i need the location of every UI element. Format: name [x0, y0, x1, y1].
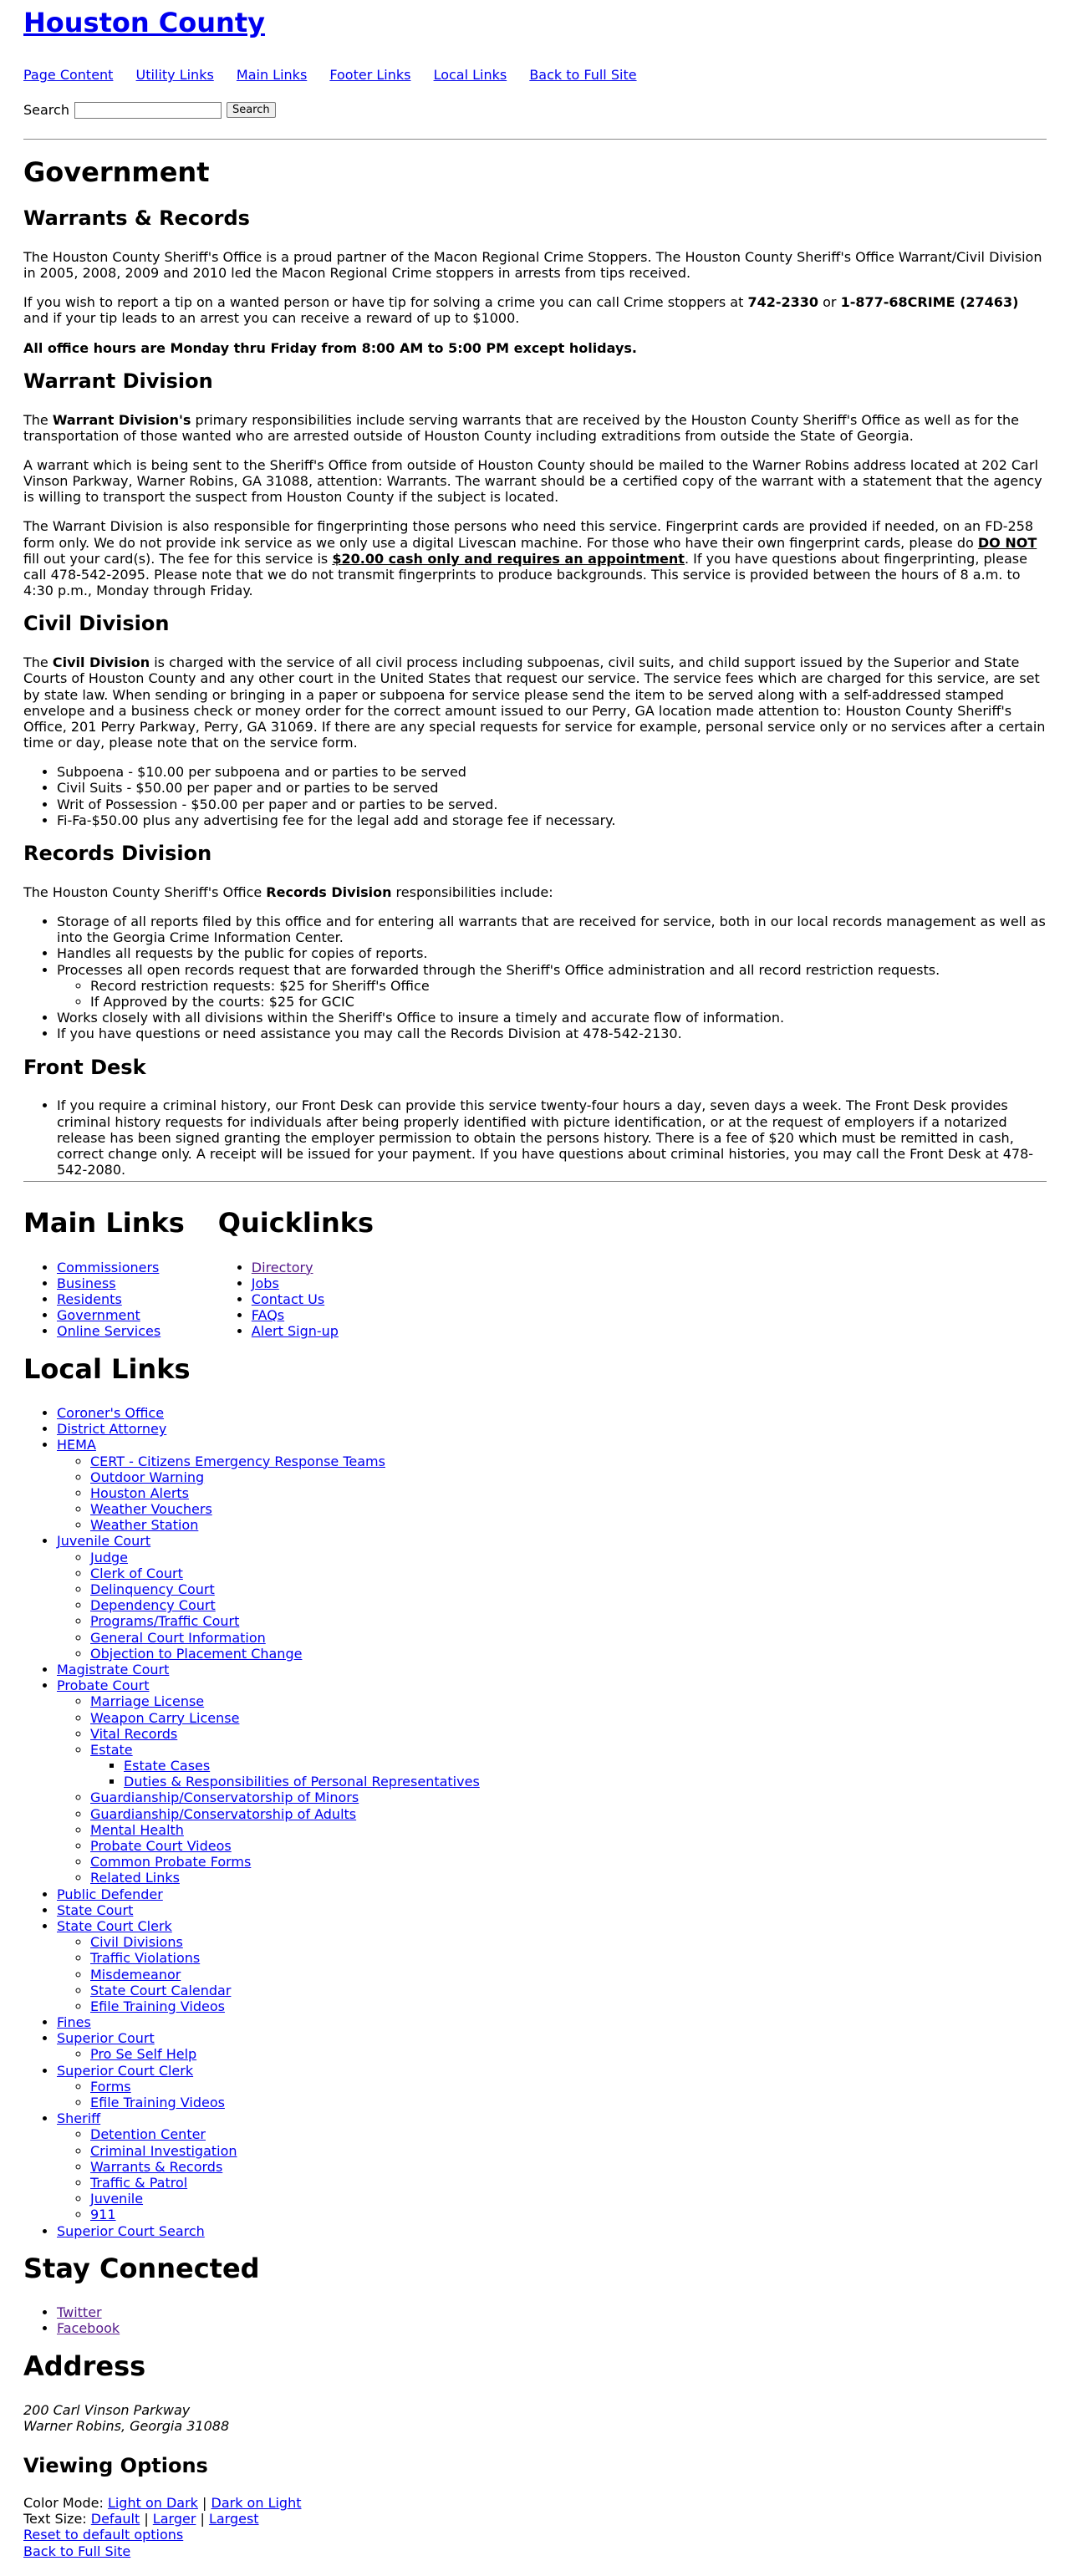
local-link-juvenile-court[interactable]: Juvenile Court [57, 1533, 151, 1550]
main-content [23, 156, 1047, 1179]
local-link-state-court-calendar[interactable]: State Court Calendar [90, 1982, 232, 1998]
section-title: Government [23, 155, 210, 188]
list-item [57, 1291, 185, 1307]
stay-connected-section [23, 2253, 1047, 2337]
list-item [90, 1934, 1047, 1950]
list-item: • Fi-Fa-$50.00 plus any advertising fee for the legal add and storage fee if necessary. [57, 812, 1047, 828]
do-not-emphasis: DO NOT [977, 534, 1037, 551]
list-item [90, 1501, 1047, 1517]
list-item [57, 1323, 185, 1339]
local-link-magistrate-court[interactable]: Magistrate Court [57, 1661, 170, 1677]
records-p1-bold: Records Division [266, 883, 392, 900]
list-item [57, 1421, 1047, 1437]
list-item [90, 1693, 1047, 1709]
local-link-efile-videos-state[interactable]: Efile Training Videos [90, 1998, 225, 2014]
local-link-probate-court[interactable]: Probate Court [57, 1677, 150, 1694]
twitter-link[interactable]: Twitter [57, 2304, 102, 2321]
list-item [90, 1950, 1047, 1966]
local-link-forms[interactable]: Forms [90, 2078, 131, 2095]
local-link-state-court-clerk[interactable]: State Court Clerk [57, 1917, 172, 1934]
skip-main-links-link[interactable]: Main Links [236, 67, 308, 84]
site-title-link[interactable]: Houston County [23, 7, 265, 38]
quicklinks-list [218, 1260, 374, 1340]
civil-p1 [23, 654, 1047, 751]
local-link-related-links[interactable]: Related Links [90, 1870, 180, 1886]
list-item: • If you require a criminal history, our Front Desk can provide this service twenty-four hours a day, seven days a week. The Front Desk provides criminal history requests for individuals after being properly identified with picture identification, or at the request of employers if a notarized release has been signed granting the employer permission to obtain the persons history. There is a fee of $20 which must be remitted in cash, correct change only. A receipt will be issued for your payment. If you have questions about criminal histories, you may call the Front Desk at 478-542-2080. [57, 1097, 1047, 1178]
list-item [57, 2063, 1047, 2111]
list-item [90, 1630, 1047, 1646]
local-link-pro-se[interactable]: Pro Se Self Help [90, 2046, 197, 2063]
list-item [90, 2191, 1047, 2207]
local-link-clerk-of-court[interactable]: Clerk of Court [90, 1565, 183, 1581]
list-item [57, 1662, 1047, 1677]
records-p1-b: responsibilities include: [391, 883, 553, 900]
quicklinks-heading: Quicklinks [217, 1207, 374, 1240]
warrant-p1-a: The [23, 411, 53, 428]
records-list [23, 914, 1047, 1042]
records-p1-a: The Houston County Sheriff's Office [23, 883, 267, 900]
search-form [23, 102, 1047, 119]
local-link-public-defender[interactable]: Public Defender [57, 1886, 163, 1902]
list-item: • Civil Suits - $50.00 per paper and or parties to be served [57, 780, 1047, 796]
local-link-guardianship-minors[interactable]: Guardianship/Conservatorship of Minors [90, 1789, 359, 1806]
reset-row [23, 2527, 1047, 2543]
local-link-criminal-investigation[interactable]: Criminal Investigation [90, 2142, 237, 2159]
local-link-objection-placement[interactable]: Objection to Placement Change [90, 1645, 303, 1662]
back-row [23, 2543, 1047, 2559]
header-divider [23, 139, 1047, 140]
list-item [90, 1789, 1047, 1805]
local-link-911[interactable]: 911 [90, 2207, 116, 2223]
list-item [57, 1260, 185, 1275]
list-item-text: Processes all open records request that are forwarded through the Sheriff's Office administration and all record restriction requests. [57, 961, 940, 978]
tip-or: or [818, 294, 841, 311]
local-link-civil-divisions[interactable]: Civil Divisions [90, 1934, 183, 1951]
text-size-default-link[interactable]: Default [90, 2511, 140, 2528]
address-section [23, 2350, 1047, 2435]
quicklink-alert-signup[interactable]: Alert Sign-up [251, 1323, 339, 1340]
local-link-coroner[interactable]: Coroner's Office [57, 1404, 165, 1421]
frontdesk-heading: Front Desk [23, 1055, 146, 1079]
list-item [124, 1774, 1047, 1789]
list-item [90, 2143, 1047, 2159]
civil-p1-b: is charged with the service of all civil process including subpoenas, civil suits, and child support issued by the Superior and State Courts of Houston County and any other court in the United States that request our service. The service fees which are charged for this service, are set by state law. When sending or bringing in a paper or subpoena for service please send the item to be served along with a self-addressed stamped envelope and a business check or money order for the correct amount issued to our Perry, GA location made attention to: Houston County Sheriff's Office, 201 Perry Parkway, Perry, GA 31069. If there are any special requests for service for example, personal service only or no services after a certain time or day, please note that on the service form. [23, 654, 1046, 751]
skip-footer-links-link[interactable]: Footer Links [329, 67, 411, 84]
list-item [90, 1870, 1047, 1886]
warrant-p1-bold: Warrant Division's [52, 411, 191, 428]
skip-utility-links-link[interactable]: Utility Links [135, 67, 214, 84]
quicklink-contact-us[interactable]: Contact Us [251, 1291, 325, 1308]
list-item [252, 1323, 374, 1339]
list-item [90, 1517, 1047, 1533]
list-item [252, 1260, 374, 1275]
local-link-guardianship-adults[interactable]: Guardianship/Conservatorship of Adults [90, 1805, 357, 1822]
list-item [90, 1967, 1047, 1983]
local-link-traffic-violations[interactable]: Traffic Violations [90, 1950, 201, 1967]
main-links-list [23, 1260, 185, 1340]
list-item [57, 1437, 1047, 1533]
warrant-heading: Warrant Division [23, 369, 213, 393]
warrant-p3-c: . If you have questions about fingerprinting, please call 478-542-2095. Please note that we do not transmit fingerprints to produce backgrounds. This service is provided between the hours of 8 a.m. to 4:30 p.m., Monday through Friday. [23, 550, 1027, 599]
intro-paragraph: The Houston County Sheriff's Office is a proud partner of the Macon Regional Crime Stoppers. The Houston County Sheriff's Office Warrant/Civil Division in 2005, 2008, 2009 and 2010 led the Macon Regional Crime stoppers in arrests from tips received. [23, 248, 1042, 281]
text-size-separator: | [196, 2511, 209, 2528]
local-link-superior-court-clerk[interactable]: Superior Court Clerk [57, 2062, 194, 2079]
search-label: Search [23, 101, 69, 118]
superior-clerk-sub-list [57, 2079, 1047, 2110]
list-item [90, 1806, 1047, 1822]
list-item: • If you have questions or need assistance you may call the Records Division at 478-542-2130. [57, 1026, 1047, 1041]
stay-connected-heading: Stay Connected [23, 2252, 260, 2284]
list-item [57, 2110, 1047, 2222]
tip-text: If you wish to report a tip on a wanted person or have tip for solving a crime you can call Crime stoppers at [23, 294, 748, 311]
address-heading: Address [23, 2349, 146, 2382]
address-line-2: Warner Robins, Georgia 31088 [23, 2418, 230, 2435]
civil-p1-bold: Civil Division [52, 654, 150, 671]
list-item: • Storage of all reports filed by this office and for entering all warrants that are received for service, both in our local records management as well as into the Georgia Crime Information Center. [57, 914, 1047, 945]
local-link-traffic-patrol[interactable]: Traffic & Patrol [90, 2174, 188, 2191]
local-link-estate-cases[interactable]: Estate Cases [124, 1758, 211, 1774]
local-links-heading: Local Links [23, 1352, 191, 1385]
local-link-weather-vouchers[interactable]: Weather Vouchers [90, 1501, 212, 1518]
local-link-common-probate-forms[interactable]: Common Probate Forms [90, 1854, 252, 1871]
local-link-district-attorney[interactable]: District Attorney [57, 1421, 167, 1438]
warrant-p3-a: The Warrant Division is also responsible for fingerprinting those persons who need this service. Fingerprint cards are provided if needed, on an FD-258 form only. We do not provide ink service as we only use a digital Livescan machine. For those who have their own fingerprint cards, please do [23, 518, 1034, 551]
office-hours [23, 340, 1047, 356]
text-size-larger-link[interactable]: Larger [152, 2511, 196, 2528]
search-input[interactable] [74, 102, 222, 119]
local-links-list [23, 1405, 1047, 2239]
civil-p1-a: The [23, 654, 53, 671]
list-item [57, 2030, 1047, 2062]
back-to-full-site-link[interactable]: Back to Full Site [529, 67, 637, 84]
crime-stoppers-phone: 742-2330 [747, 294, 819, 311]
local-link-judge[interactable]: Judge [90, 1549, 129, 1565]
list-item [57, 2223, 1047, 2239]
list-item [57, 1533, 1047, 1662]
local-link-state-court[interactable]: State Court [57, 1901, 134, 1918]
quicklink-faqs[interactable]: FAQs [251, 1307, 285, 1324]
juvenile-sub-list [57, 1550, 1047, 1662]
list-item [252, 1275, 374, 1291]
local-link-houston-alerts[interactable]: Houston Alerts [90, 1484, 190, 1501]
list-item [90, 1726, 1047, 1742]
color-mode-separator: | [197, 2495, 211, 2512]
search-button[interactable]: Search [227, 102, 276, 118]
sheriff-sub-list [57, 2126, 1047, 2222]
list-item [90, 1838, 1047, 1854]
local-links-section [23, 1353, 1047, 2239]
local-link-weather-station[interactable]: Weather Station [90, 1517, 199, 1534]
text-size-largest-link[interactable]: Largest [208, 2511, 259, 2528]
list-item [57, 1677, 1047, 1886]
tip-text-2: and if your tip leads to an arrest you can receive a reward of up to $1000. [23, 310, 520, 327]
main-link-business[interactable]: Business [57, 1275, 116, 1291]
local-link-general-court-info[interactable]: General Court Information [90, 1629, 266, 1646]
list-item [90, 1854, 1047, 1870]
local-link-cert[interactable]: CERT - Citizens Emergency Response Teams [90, 1453, 385, 1469]
office-hours-text: All office hours are Monday thru Friday from 8:00 AM to 5:00 PM except holidays. [23, 339, 637, 356]
list-item: ◦ Record restriction requests: $25 for Sheriff's Office [90, 978, 1047, 994]
list-item [57, 1405, 1047, 1421]
main-link-residents[interactable]: Residents [57, 1291, 122, 1308]
local-link-vital-records[interactable]: Vital Records [90, 1725, 178, 1742]
list-item [90, 1998, 1047, 2014]
list-item [252, 1307, 374, 1323]
list-item [90, 2079, 1047, 2095]
viewing-options-section [23, 2454, 1047, 2559]
list-item [90, 1550, 1047, 1565]
main-link-government[interactable]: Government [57, 1307, 140, 1324]
list-item [90, 1646, 1047, 1662]
list-item [57, 2014, 1047, 2030]
list-item [90, 1453, 1047, 1469]
main-link-commissioners[interactable]: Commissioners [57, 1259, 160, 1275]
list-item: • Writ of Possession - $50.00 per paper and or parties to be served. [57, 797, 1047, 812]
list-item [90, 1581, 1047, 1597]
local-link-marriage-license[interactable]: Marriage License [90, 1693, 205, 1710]
list-item: ◦ If Approved by the courts: $25 for GCIC [90, 994, 1047, 1010]
records-sub-list [57, 978, 1047, 1010]
local-link-superior-court[interactable]: Superior Court [57, 2030, 155, 2047]
list-item [57, 2304, 1047, 2320]
list-item [90, 1485, 1047, 1501]
local-link-hema[interactable]: HEMA [57, 1437, 96, 1453]
reset-options-link[interactable]: Reset to default options [23, 2527, 184, 2543]
list-item [90, 2207, 1047, 2222]
list-item [90, 1613, 1047, 1629]
local-link-misdemeanor[interactable]: Misdemeanor [90, 1966, 181, 1983]
local-link-sheriff[interactable]: Sheriff [57, 2110, 101, 2127]
local-link-superior-court-search[interactable]: Superior Court Search [57, 2222, 205, 2239]
list-item [124, 1758, 1047, 1774]
footer-divider [23, 1181, 1047, 1182]
list-item [57, 1918, 1047, 2014]
list-item [57, 962, 1047, 1011]
utility-nav [23, 67, 1047, 83]
dark-on-light-link[interactable]: Dark on Light [211, 2495, 302, 2512]
color-mode-row [23, 2495, 1047, 2511]
records-p1 [23, 884, 1047, 900]
local-link-dependency-court[interactable]: Dependency Court [90, 1597, 216, 1614]
frontdesk-list [23, 1097, 1047, 1178]
local-link-probate-videos[interactable]: Probate Court Videos [90, 1838, 232, 1855]
viewing-options-heading: Viewing Options [23, 2454, 208, 2478]
quicklink-directory[interactable]: Directory [251, 1259, 313, 1275]
state-clerk-sub-list [57, 1934, 1047, 2014]
local-link-weapon-carry[interactable]: Weapon Carry License [90, 1709, 240, 1726]
warrant-p1 [23, 412, 1047, 444]
list-item [90, 1710, 1047, 1726]
main-links-section [23, 1207, 185, 1352]
estate-sub-list [90, 1758, 1047, 1789]
local-link-efile-videos-superior[interactable]: Efile Training Videos [90, 2095, 225, 2111]
local-link-duties-representatives[interactable]: Duties & Responsibilities of Personal Representatives [124, 1774, 480, 1790]
list-item [90, 2159, 1047, 2175]
list-item [57, 1902, 1047, 1918]
hema-sub-list [57, 1453, 1047, 1534]
probate-sub-list [57, 1693, 1047, 1886]
list-item [90, 2046, 1047, 2062]
text-size-separator: | [140, 2511, 153, 2528]
site-title [23, 7, 1047, 38]
records-heading: Records Division [23, 842, 212, 866]
list-item [90, 1822, 1047, 1838]
warrant-p3-b: fill out your card(s). The fee for this service is [23, 550, 333, 567]
local-link-programs-traffic[interactable]: Programs/Traffic Court [90, 1613, 240, 1630]
list-item [90, 1742, 1047, 1790]
warrant-p3 [23, 518, 1047, 598]
civil-heading: Civil Division [23, 612, 170, 636]
list-item [90, 2126, 1047, 2142]
list-item: • Subpoena - $10.00 per subpoena and or parties to be served [57, 764, 1047, 780]
skip-page-content-link[interactable]: Page Content [23, 67, 114, 84]
social-list [23, 2304, 1047, 2336]
page-title: Warrants & Records [23, 206, 250, 230]
color-mode-label: Color Mode: [23, 2495, 108, 2512]
list-item: • Works closely with all divisions within the Sheriff's Office to insure a timely and accurate flow of information. [57, 1010, 1047, 1026]
superior-sub-list [57, 2046, 1047, 2062]
list-item [90, 1565, 1047, 1581]
list-item [57, 1307, 185, 1323]
list-item [90, 1469, 1047, 1485]
crime-stoppers-tollfree: 1-877-68CRIME (27463) [840, 294, 1019, 311]
local-link-outdoor-warning[interactable]: Outdoor Warning [90, 1469, 205, 1485]
local-link-juvenile[interactable]: Juvenile [90, 2191, 144, 2207]
light-on-dark-link[interactable]: Light on Dark [107, 2495, 198, 2512]
list-item: • Handles all requests by the public for copies of reports. [57, 945, 1047, 961]
quicklinks-section [218, 1207, 374, 1352]
footer-back-to-full-site-link[interactable]: Back to Full Site [23, 2543, 131, 2559]
facebook-link[interactable]: Facebook [57, 2320, 120, 2337]
skip-local-links-link[interactable]: Local Links [433, 67, 507, 84]
text-size-row [23, 2511, 1047, 2527]
quicklink-jobs[interactable]: Jobs [251, 1275, 279, 1291]
local-link-estate[interactable]: Estate [90, 1741, 133, 1758]
civil-fee-list [23, 764, 1047, 828]
local-link-fines[interactable]: Fines [57, 2014, 91, 2031]
list-item [57, 1886, 1047, 1902]
list-item [57, 1275, 185, 1291]
tip-paragraph [23, 294, 1047, 326]
text-size-label: Text Size: [23, 2511, 91, 2528]
address-block [23, 2402, 1047, 2434]
footer-links-row [23, 1207, 1047, 1352]
fee-emphasis: $20.00 cash only and requires an appointment [332, 550, 685, 567]
list-item [90, 2095, 1047, 2110]
local-link-warrants-records[interactable]: Warrants & Records [90, 2158, 223, 2175]
local-link-detention-center[interactable]: Detention Center [90, 2126, 206, 2143]
warrant-p2: A warrant which is being sent to the Sheriff's Office from outside of Houston County should be mailed to the Warner Robins address located at 202 Carl Vinson Parkway, Warner Robins, GA 31088, attention: Warrants. The warrant should be a certified copy of the warrant with a statement that the agency is willing to transport the suspect from Houston County if the subject is located. [23, 456, 1042, 506]
list-item [90, 2175, 1047, 2191]
list-item [90, 1983, 1047, 1998]
list-item [57, 2320, 1047, 2336]
local-link-mental-health[interactable]: Mental Health [90, 1821, 184, 1838]
address-line-1: 200 Carl Vinson Parkway [23, 2401, 191, 2418]
main-link-online-services[interactable]: Online Services [57, 1323, 161, 1340]
local-link-delinquency-court[interactable]: Delinquency Court [90, 1581, 215, 1598]
main-links-heading: Main Links [23, 1207, 185, 1240]
list-item [252, 1291, 374, 1307]
warrant-p1-b: primary responsibilities include serving warrants that are received by the Houston County Sheriff's Office as well as for the transportation of those wanted who are arrested outside of Houston County including extraditions from outside the State of Georgia. [23, 411, 1019, 444]
list-item [90, 1597, 1047, 1613]
